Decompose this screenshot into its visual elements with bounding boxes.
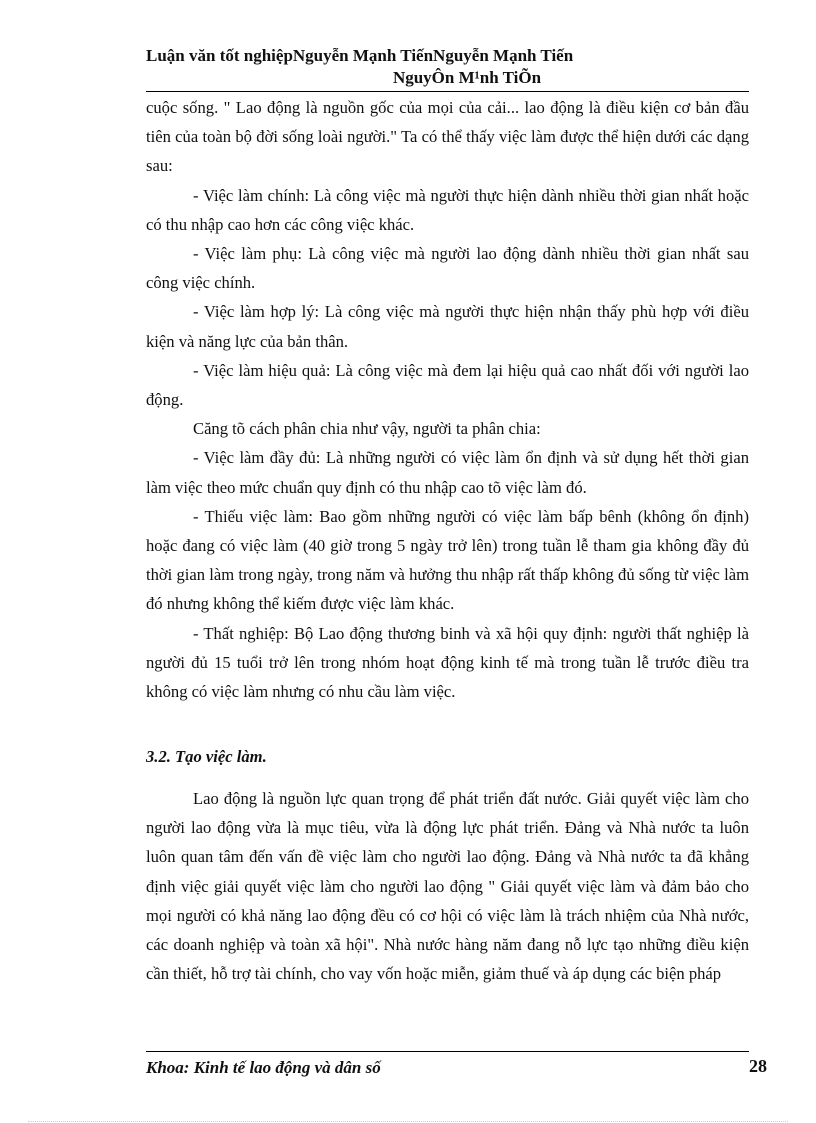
header-title-line1: Luận văn tốt nghiệpNguyễn Mạnh TiếnNguyễn Mạnh Tiến [146,46,574,65]
list-item-suitable-job: - Việc làm hợp lý: Là công việc mà người thực hiện nhận thấy phù hợp với điều kiện và năng lực của bản thân. [146,302,749,351]
page-number: 28 [749,1056,767,1076]
header-title-line2: NguyÔn M¹nh TiÕn [392,68,542,87]
header-divider [146,91,749,92]
footer-divider [146,1051,749,1052]
paragraph-job-creation: Lao động là nguồn lực quan trọng để phát triển đất nước. Giải quyết việc làm cho người lao động vừa là mục tiêu, vừa là động lực phát triển. Đảng và Nhà nước ta luôn luôn quan tâm đến vấn đề việc làm cho người lao động. Đảng và Nhà nước ta đã khẳng định việc giải quyết việc làm cho người lao động " Giải quyết việc làm và đảm bảo cho mọi người có khả năng lao động đều có cơ hội có việc làm là trách nhiệm của Nhà nước, các doanh nghiệp và toàn xã hội". Nhà nước hàng năm đang nỗ lực tạo những điều kiện cần thiết, hỗ trợ tài chính, cho vay vốn hoặc miễn, giảm thuế và áp dụng các biện pháp [146,789,749,984]
footer-faculty: Khoa: Kinh tế lao động và dân số [146,1058,381,1077]
list-item-secondary-job: - Việc làm phụ: Là công việc mà người lao động dành nhiều thời gian nhất sau công việc chính. [146,244,749,293]
page-bottom-edge [28,1121,788,1122]
list-item-full-employment: - Việc làm đầy đủ: Là những người có việc làm ổn định và sử dụng hết thời gian làm việc theo mức chuẩn quy định có thu nhập cao tõ việc làm đó. [146,448,749,497]
section-heading: 3.2. Tạo việc làm. [146,747,267,766]
body-text [146,93,749,706]
section-body [146,784,749,988]
list-item-effective-job: - Việc làm hiệu quả: Là công việc mà đem lại hiệu quả cao nhất đối với người lao động. [146,360,749,410]
list-item-main-job: - Việc làm chính: Là công việc mà người thực hiện dành nhiều thời gian nhất hoặc có thu nhập cao hơn các công việc khác. [146,185,749,234]
paragraph-classification: Căng tõ cách phân chia như vậy, người ta phân chia: [193,419,541,439]
list-item-underemployment: - Thiếu việc làm: Bao gồm những người có việc làm bấp bênh (không ổn định) hoặc đang có việc làm (40 giờ trong 5 ngày trở lên) trong tuần lễ tham gia không đầy đủ thời gian làm trong ngày, trong năm và hưởng thu nhập rất thấp không đủ sống từ việc làm đó nhưng không thể kiếm được việc làm khác. [146,506,749,614]
paragraph-intro: cuộc sống. " Lao động là nguồn gốc của mọi của cải... lao động là điều kiện cơ bản đầu tiên của toàn bộ đời sống loài người." Ta có thể thấy việc làm được thể hiện dưới các dạng sau: [146,98,749,176]
list-item-unemployment: - Thất nghiệp: Bộ Lao động thương binh và xã hội quy định: người thất nghiệp là người đủ 15 tuổi trở lên trong nhóm hoạt động kinh tế mà trong tuần lễ trước điều tra không có việc làm nhưng có nhu cầu làm việc. [146,623,749,702]
